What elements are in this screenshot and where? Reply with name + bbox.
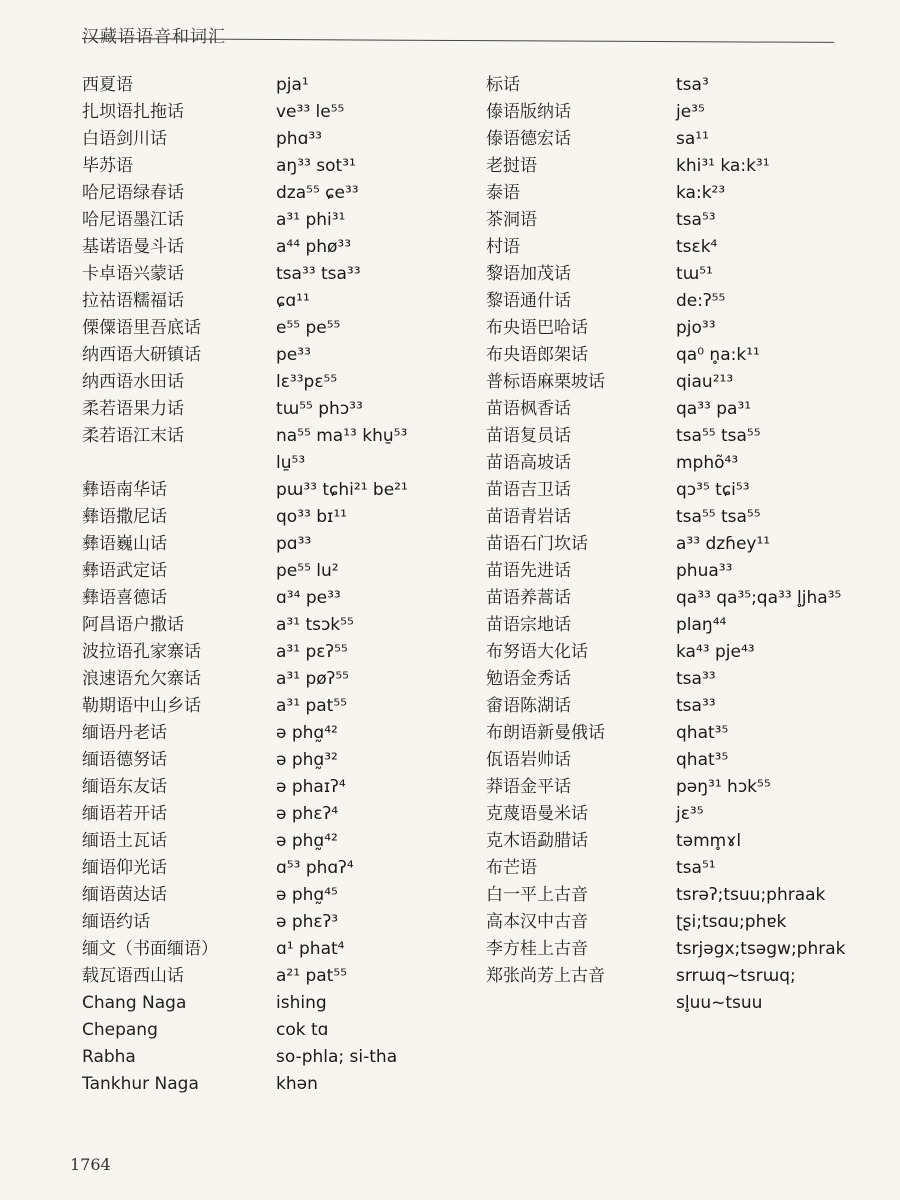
entry-row — [82, 558, 472, 585]
phonetic-form: ve³³ le⁵⁵ — [276, 102, 345, 122]
language-name: 柔若语果力话 — [82, 399, 184, 419]
language-name: 高本汉中古音 — [486, 912, 588, 932]
phonetic-form: qhat³⁵ — [676, 750, 729, 770]
entry-row — [486, 828, 866, 855]
phonetic-form: a²¹ pat⁵⁵ — [276, 966, 347, 986]
language-name: 彝语武定话 — [82, 561, 167, 581]
language-name: 傣语版纳话 — [486, 102, 571, 122]
entry-row — [486, 531, 866, 558]
phonetic-form: de:ʔ⁵⁵ — [676, 291, 726, 311]
language-name: 纳西语水田话 — [82, 372, 184, 392]
phonetic-form: ka:k²³ — [676, 183, 726, 203]
phonetic-form: ə phɛʔ⁴ — [276, 804, 339, 824]
language-name: 西夏语 — [82, 75, 133, 95]
phonetic-form: dza⁵⁵ ɕe³³ — [276, 183, 359, 203]
phonetic-form: ɑ³⁴ pe³³ — [276, 588, 341, 608]
language-name: 勒期语中山乡话 — [82, 696, 201, 716]
phonetic-form: lɛ³³pɛ⁵⁵ — [276, 372, 338, 392]
phonetic-form: pja¹ — [276, 75, 309, 95]
language-name: Tankhur Naga — [82, 1074, 199, 1094]
language-name: 缅语若开话 — [82, 804, 167, 824]
entry-row — [82, 1071, 472, 1098]
phonetic-form: tsa⁵³ — [676, 210, 716, 230]
language-name: Chang Naga — [82, 993, 187, 1013]
phonetic-form: je³⁵ — [676, 102, 705, 122]
language-name: 基诺语曼斗话 — [82, 237, 184, 257]
phonetic-form: tsrəʔ;tsuu;phraak — [676, 885, 826, 905]
language-name: 布努语大化话 — [486, 642, 588, 662]
entry-row — [82, 936, 472, 963]
entry-row — [82, 666, 472, 693]
language-name: 缅文（书面缅语） — [82, 939, 218, 959]
phonetic-form: a³¹ pɛʔ⁵⁵ — [276, 642, 348, 662]
entry-row — [486, 666, 866, 693]
left-column — [82, 72, 472, 1098]
language-name: 莽语金平话 — [486, 777, 571, 797]
entry-row — [82, 261, 472, 288]
language-name: 载瓦语西山话 — [82, 966, 184, 986]
entry-row — [82, 693, 472, 720]
language-name: 傈僳语里吾底话 — [82, 318, 201, 338]
running-header: 汉藏语语音和词汇 — [82, 27, 226, 47]
language-name: 苗语复员话 — [486, 426, 571, 446]
entry-row — [82, 828, 472, 855]
phonetic-form: pɯ³³ tɕhi²¹ be²¹ — [276, 480, 408, 500]
language-name: 泰语 — [486, 183, 520, 203]
language-name: 毕苏语 — [82, 156, 133, 176]
entry-row — [82, 369, 472, 396]
language-name: 白一平上古音 — [486, 885, 588, 905]
phonetic-form: pjo³³ — [676, 318, 716, 338]
entry-row — [486, 855, 866, 882]
entry-row — [82, 774, 472, 801]
entry-row — [82, 855, 472, 882]
phonetic-form: qa³³ pa³¹ — [676, 399, 752, 419]
phonetic-form: ə phɑ̰⁴⁵ — [276, 885, 338, 905]
phonetic-form: tsa³ — [676, 75, 709, 95]
language-name: 标话 — [486, 75, 520, 95]
entry-row — [486, 504, 866, 531]
language-name: 克木语勐腊话 — [486, 831, 588, 851]
language-name: 彝语喜德话 — [82, 588, 167, 608]
language-name: 哈尼语墨江话 — [82, 210, 184, 230]
entry-row — [486, 99, 866, 126]
entry-row — [486, 612, 866, 639]
phonetic-form: sl̥uu~tsuu — [676, 993, 763, 1013]
entry-row — [82, 531, 472, 558]
entry-row — [82, 801, 472, 828]
entry-row — [486, 558, 866, 585]
language-name: 白语剑川话 — [82, 129, 167, 149]
entry-row — [486, 315, 866, 342]
phonetic-form: pe³³ — [276, 345, 311, 365]
phonetic-form: a³¹ pat⁵⁵ — [276, 696, 347, 716]
phonetic-form: lu̱⁵³ — [276, 453, 306, 473]
phonetic-form: a³¹ phi³¹ — [276, 210, 346, 230]
phonetic-form: pəŋ³¹ hɔk⁵⁵ — [676, 777, 771, 797]
language-name: 布央语巴哈话 — [486, 318, 588, 338]
phonetic-form: plaŋ⁴⁴ — [676, 615, 727, 635]
entry-row — [486, 342, 866, 369]
phonetic-form: qhat³⁵ — [676, 723, 729, 743]
language-name: 黎语通什话 — [486, 291, 571, 311]
entry-row — [486, 639, 866, 666]
language-name: 苗语宗地话 — [486, 615, 571, 635]
entry-row — [486, 585, 866, 612]
entry-row — [486, 882, 866, 909]
entry-row — [486, 477, 866, 504]
language-name: Rabha — [82, 1047, 136, 1067]
phonetic-form: srrɯq~tsrɯq; — [676, 966, 796, 986]
language-name: 畲语陈湖话 — [486, 696, 571, 716]
language-name: 缅语约话 — [82, 912, 150, 932]
phonetic-form: qɔ³⁵ tɕi⁵³ — [676, 480, 750, 500]
phonetic-form: na⁵⁵ ma¹³ khu̱⁵³ — [276, 426, 408, 446]
language-name: 老挝语 — [486, 156, 537, 176]
phonetic-form: tsa³³ tsa³³ — [276, 264, 361, 284]
language-name: 缅语仰光话 — [82, 858, 167, 878]
phonetic-form: cok tɑ — [276, 1020, 329, 1040]
language-name: 彝语撒尼话 — [82, 507, 167, 527]
entry-row — [82, 423, 472, 450]
language-name: 柔若语江末话 — [82, 426, 184, 446]
phonetic-form: so-phla; si-tha — [276, 1047, 398, 1067]
entry-row — [82, 720, 472, 747]
phonetic-form: a³¹ pøʔ⁵⁵ — [276, 669, 349, 689]
language-name: 苗语养蒿话 — [486, 588, 571, 608]
entry-row — [486, 936, 866, 963]
language-name: 布朗语新曼俄话 — [486, 723, 605, 743]
entry-row — [82, 450, 472, 477]
language-name: 村语 — [486, 237, 520, 257]
entry-row — [82, 585, 472, 612]
language-name: 苗语青岩话 — [486, 507, 571, 527]
entry-row — [486, 234, 866, 261]
entry-row — [486, 288, 866, 315]
language-name: 卡卓语兴蒙话 — [82, 264, 184, 284]
entry-row — [82, 639, 472, 666]
page-number: 1764 — [70, 1155, 111, 1174]
entry-row — [82, 1044, 472, 1071]
entry-row — [486, 72, 866, 99]
language-name: 缅语茵达话 — [82, 885, 167, 905]
entry-row — [82, 315, 472, 342]
entry-row — [486, 180, 866, 207]
phonetic-form: jɛ³⁵ — [676, 804, 704, 824]
entry-row — [486, 261, 866, 288]
phonetic-form: phɑ³³ — [276, 129, 322, 149]
entry-row — [82, 72, 472, 99]
phonetic-form: mphõ⁴³ — [676, 453, 739, 473]
language-name: 扎坝语扎拖话 — [82, 102, 184, 122]
language-name: 彝语巍山话 — [82, 534, 167, 554]
phonetic-form: pɑ³³ — [276, 534, 312, 554]
phonetic-form: ə phaɪʔ⁴ — [276, 777, 346, 797]
phonetic-form: tsa³³ — [676, 696, 716, 716]
entry-row — [82, 153, 472, 180]
entry-row — [486, 369, 866, 396]
entry-row — [82, 396, 472, 423]
entry-row — [82, 882, 472, 909]
language-name: 布央语郎架话 — [486, 345, 588, 365]
entry-row — [486, 396, 866, 423]
phonetic-form: ɑ¹ phat⁴ — [276, 939, 345, 959]
language-name: 傣语德宏话 — [486, 129, 571, 149]
language-name: 浪速语允欠寨话 — [82, 669, 201, 689]
phonetic-form: tsrjəgx;tsəgw;phrak — [676, 939, 846, 959]
language-name: 缅语土瓦话 — [82, 831, 167, 851]
entry-row — [486, 801, 866, 828]
language-name: 缅语东友话 — [82, 777, 167, 797]
phonetic-form: a³³ dzɦey¹¹ — [676, 534, 771, 554]
entry-row — [486, 423, 866, 450]
entry-row — [82, 180, 472, 207]
entry-row — [486, 450, 866, 477]
language-name: 勉语金秀话 — [486, 669, 571, 689]
phonetic-form: ə phɛʔ³ — [276, 912, 339, 932]
phonetic-form: phua³³ — [676, 561, 733, 581]
phonetic-form: pe⁵⁵ lu² — [276, 561, 339, 581]
language-name: 苗语高坡话 — [486, 453, 571, 473]
phonetic-form: tsa³³ — [676, 669, 716, 689]
phonetic-form: tsa⁵⁵ tsa⁵⁵ — [676, 507, 761, 527]
language-name: 波拉语孔家寨话 — [82, 642, 201, 662]
language-name: 郑张尚芳上古音 — [486, 966, 605, 986]
phonetic-form: sa¹¹ — [676, 129, 709, 149]
language-name: 克蔑语曼米话 — [486, 804, 588, 824]
language-name: 缅语丹老话 — [82, 723, 167, 743]
phonetic-form: e⁵⁵ pe⁵⁵ — [276, 318, 341, 338]
language-name: 黎语加茂话 — [486, 264, 571, 284]
entry-row — [82, 612, 472, 639]
language-name: 李方桂上古音 — [486, 939, 588, 959]
phonetic-form: tsa⁵⁵ tsa⁵⁵ — [676, 426, 761, 446]
phonetic-form: ə phɑ̰⁴² — [276, 831, 338, 851]
entry-row — [82, 1017, 472, 1044]
phonetic-form: ʈʂi;tsɑu;phɐk — [676, 912, 787, 932]
right-column — [486, 72, 866, 1017]
language-name: 缅语德努话 — [82, 750, 167, 770]
language-name: 纳西语大研镇话 — [82, 345, 201, 365]
entry-row — [82, 477, 472, 504]
phonetic-form: qa³³ qa³⁵;qa³³ l̥jha³⁵ — [676, 588, 842, 608]
phonetic-form: tɯ⁵¹ — [676, 264, 713, 284]
entry-row — [82, 504, 472, 531]
phonetic-form: tɯ⁵⁵ phɔ³³ — [276, 399, 363, 419]
phonetic-form: tsa⁵¹ — [676, 858, 716, 878]
entry-row — [82, 963, 472, 990]
language-name: 苗语先进话 — [486, 561, 571, 581]
entry-row — [82, 99, 472, 126]
entry-row — [486, 963, 866, 990]
entry-row — [486, 720, 866, 747]
entry-row — [82, 909, 472, 936]
language-name: 茶洞语 — [486, 210, 537, 230]
entry-row — [486, 747, 866, 774]
entry-row — [82, 207, 472, 234]
language-name: 哈尼语绿春话 — [82, 183, 184, 203]
entry-row — [486, 693, 866, 720]
phonetic-form: qa⁰ n̥a:k¹¹ — [676, 345, 760, 365]
language-name: 苗语吉卫话 — [486, 480, 571, 500]
entry-row — [486, 207, 866, 234]
language-name: 拉祜语糯福话 — [82, 291, 184, 311]
phonetic-form: qo³³ bɪ¹¹ — [276, 507, 347, 527]
language-name: Chepang — [82, 1020, 158, 1040]
phonetic-form: a⁴⁴ phø³³ — [276, 237, 352, 257]
phonetic-form: ɑ⁵³ phɑʔ⁴ — [276, 858, 354, 878]
language-name: 苗语石门坎话 — [486, 534, 588, 554]
phonetic-form: khi³¹ ka:k³¹ — [676, 156, 770, 176]
phonetic-form: ishing — [276, 993, 327, 1013]
phonetic-form: khən — [276, 1074, 318, 1094]
entry-row — [82, 288, 472, 315]
phonetic-form: ka⁴³ pje⁴³ — [676, 642, 755, 662]
phonetic-form: qiau²¹³ — [676, 372, 734, 392]
phonetic-form: ɕɑ¹¹ — [276, 291, 310, 311]
language-name: 苗语枫香话 — [486, 399, 571, 419]
phonetic-form: ə phɑ̰⁴² — [276, 723, 338, 743]
entry-row — [486, 774, 866, 801]
language-name: 佤语岩帅话 — [486, 750, 571, 770]
entry-row — [82, 990, 472, 1017]
entry-row — [486, 990, 866, 1017]
phonetic-form: ə phɑ̰³² — [276, 750, 338, 770]
phonetic-form: tsɛk⁴ — [676, 237, 718, 257]
phonetic-form: aŋ³³ sot³¹ — [276, 156, 356, 176]
phonetic-form: təmm̥ɤl — [676, 831, 742, 851]
phonetic-form: a³¹ tsɔk⁵⁵ — [276, 615, 354, 635]
language-name: 布芒语 — [486, 858, 537, 878]
entry-row — [82, 342, 472, 369]
language-name: 普标语麻栗坡话 — [486, 372, 605, 392]
entry-row — [486, 126, 866, 153]
language-name: 彝语南华话 — [82, 480, 167, 500]
entry-row — [82, 126, 472, 153]
language-name: 阿昌语户撒话 — [82, 615, 184, 635]
entry-row — [486, 909, 866, 936]
entry-row — [486, 153, 866, 180]
entry-row — [82, 234, 472, 261]
entry-row — [82, 747, 472, 774]
